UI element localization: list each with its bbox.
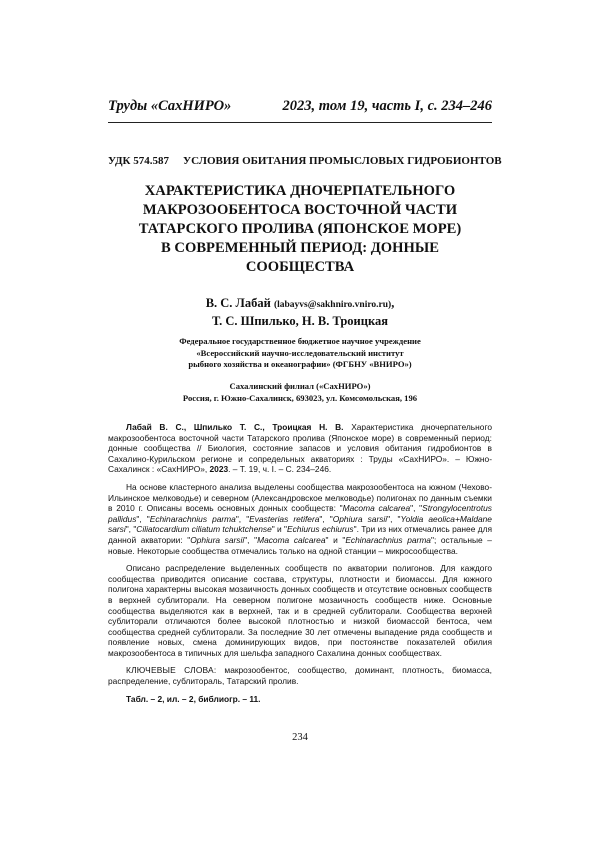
page-number: 234	[292, 732, 308, 743]
species-name: Echinarachnius parma	[345, 534, 431, 545]
affiliation-line: «Всероссийский научно-исследовательский институт	[196, 347, 404, 358]
udc-section-line	[108, 155, 502, 167]
branch-affiliation	[108, 381, 492, 404]
citation-paragraph	[108, 422, 492, 475]
title-line: ХАРАКТЕРИСТИКА ДНОЧЕРПАТЕЛЬНОГО	[144, 183, 456, 199]
species-name: Macoma calcarea	[342, 503, 411, 514]
authors-line-2: Т. С. Шпилько, Н. В. Троицкая	[212, 314, 388, 328]
issue-info: 2023, том 19, часть I, с. 234–246	[282, 98, 492, 114]
abstract-paragraph-2: Описано распределение выделенных сообществ по акватории полигонов. Для каждого сообщества приводится описание состава, структуры, плотности и биомассы. Для южного полигона характерны высокая мозаичность донных сообществ и отсутствие основных сообществ в верхней сублиторали. На северном полигоне мозаичность сообществ ниже. Основные сообщества выделяются как в верхней, так и в средней сублиторали. Сообщества верхней сублиторали отличаются более высокой плотностью и низкой биомассой бентоса, чем сообщества средней сублиторали. За последние 30 лет отмечены выпадение ряда сообществ и появление новых, смена доминирующих видов, при постоянстве показателей обилия макрозообентоса в типичных для шельфа западного Сахалина донных сообществах.	[108, 563, 492, 658]
species-name: Macoma calcarea	[257, 534, 326, 545]
text-run: ", "	[387, 513, 401, 524]
title-line: ТАТАРСКОГО ПРОЛИВА (ЯПОНСКОЕ МОРЕ)	[138, 221, 462, 237]
text-run: ", "	[319, 513, 333, 524]
species-name: Ophiura sarsii	[190, 534, 245, 545]
author-name: В. С. Лабай	[205, 296, 271, 310]
text-run: ". Три из них отмечались ранее для данной акватории: "	[108, 524, 493, 545]
species-name: Ciliatocardium ciliatum tchuktchense	[136, 524, 272, 535]
abstract	[108, 422, 492, 704]
udc-code: УДК 574.587	[108, 155, 170, 167]
text-run: ", "	[125, 524, 137, 535]
text-run: ", "	[244, 534, 258, 545]
title-line: МАКРОЗООБЕНТОСА ВОСТОЧНОЙ ЧАСТИ	[142, 202, 458, 218]
affiliation-line: рыбного хозяйства и океанографии» (ФГБНУ «ВНИРО»)	[188, 359, 412, 369]
abstract-paragraph-1	[108, 482, 492, 556]
keywords-text: макрозообентос, сообщество, доминант, плотность, биомасса, распределение, сублитораль, Татарский пролив.	[108, 665, 492, 687]
keywords-label: КЛЮЧЕВЫЕ СЛОВА:	[126, 665, 217, 676]
authors-line-1	[108, 295, 492, 313]
branch-line: Россия, г. Южно-Сахалинск, 693023, ул. Комсомольская, 196	[182, 392, 418, 403]
species-name: Evasterias retifera	[249, 513, 320, 524]
citation-text: Характеристика дночерпательного макрозообентоса восточной части Татарского пролива (Японское море) в современный период: донные сообщества // Биология, состояние запасов и условия обитания гидробионтов в Сахалино-Курильском регионе и сопредельных акваториях : Труды «СахНИРО». – Южно-Сахалинск : «СахНИРО»,	[108, 422, 492, 475]
species-name: Strongylocentrotus pallidus	[108, 503, 492, 524]
article-title	[108, 182, 492, 277]
keywords	[108, 665, 492, 686]
title-line: СООБЩЕСТВА	[245, 259, 355, 275]
affiliation	[108, 336, 492, 371]
species-name: Echinarachnius parma	[149, 513, 236, 524]
counts-line: Табл. – 2, ил. – 2, библиогр. – 11.	[126, 693, 261, 704]
affiliation-line: Федеральное государственное бюджетное научное учреждение	[179, 336, 421, 346]
text-run: ", "	[235, 513, 250, 524]
branch-line: Сахалинский филиал («СахНИРО»)	[229, 381, 371, 391]
journal-name: Труды «СахНИРО»	[108, 98, 232, 114]
title-line: В СОВРЕМЕННЫЙ ПЕРИОД: ДОННЫЕ	[161, 240, 439, 256]
species-name: Yoldia aeolica+Maldane sarsi	[108, 513, 492, 535]
text-run: ", "	[136, 513, 150, 524]
text-run: "; остальные – новые. Некоторые сообщества отмечались только на одной станции – микросообщества.	[108, 534, 492, 556]
author-separator: ,	[391, 296, 395, 310]
author-email: (labayvs@sakhniro.vniro.ru)	[273, 300, 392, 310]
text-run: " и "	[271, 524, 288, 535]
citation-text-end: . – Т. 19, ч. I. – С. 234–246.	[228, 464, 332, 475]
text-run: На основе кластерного анализа выделены сообщества макрозообентоса на южном (Чехово-Ильинское мелководье) и северном (Александровское мелководье) полигонах по данным съемки в 2010 г. Описаны восемь основных донных сообществ: "	[108, 481, 492, 514]
text-run: " и "	[325, 534, 346, 545]
running-header	[108, 98, 492, 115]
citation-year: 2023	[209, 464, 229, 475]
section-heading: УСЛОВИЯ ОБИТАНИЯ ПРОМЫСЛОВЫХ ГИДРОБИОНТОВ	[183, 155, 502, 167]
species-name: Echiurus echiurus	[287, 524, 354, 535]
header-rule	[108, 122, 492, 123]
authors	[108, 295, 492, 329]
text-run: ", "	[410, 503, 423, 514]
citation-authors: Лабай В. С., Шпилько Т. С., Троицкая Н. В.	[126, 422, 344, 432]
species-name: Ophiura sarsii	[332, 513, 388, 524]
